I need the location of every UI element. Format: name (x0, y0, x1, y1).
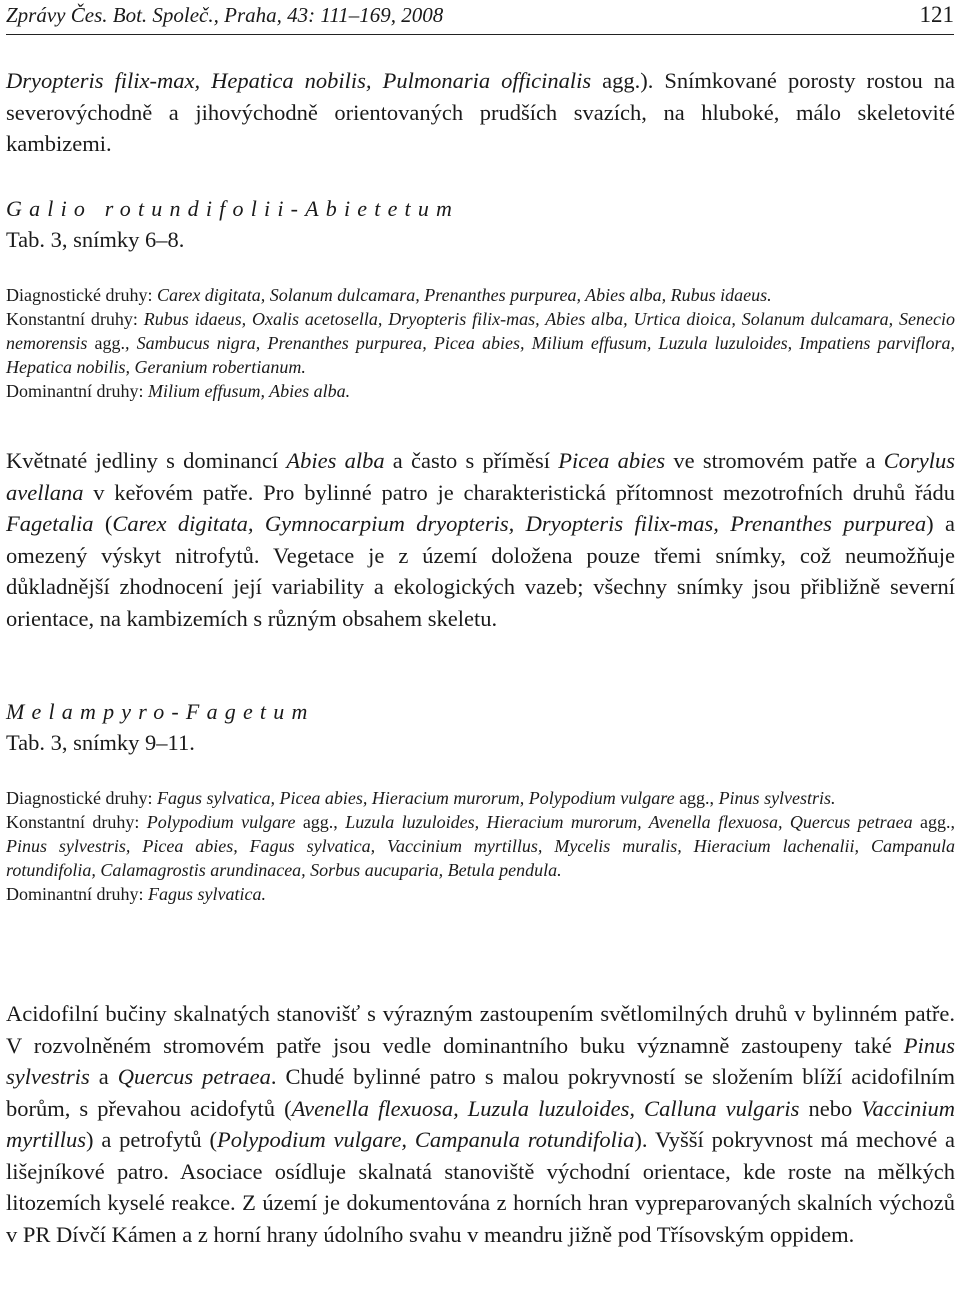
desc-text: ) a petrofytů ( (86, 1127, 217, 1152)
desc-species: Pinus sylvestris (6, 1032, 955, 1089)
desc-text: ( (93, 511, 113, 536)
species-lists-melampyro (6, 786, 955, 906)
desc-text: v keřovém patře. Pro bylinné patro je charakteristická přítomnost mezotrofních druhů řádu (83, 479, 955, 505)
species-lists-galio (6, 283, 955, 403)
constant-label: Konstantní druhy: (6, 812, 147, 832)
diagnostic-label: Diagnostické druhy: (6, 285, 157, 305)
desc-species: Polypodium vulgare, Campanula rotundifolia (216, 1127, 635, 1152)
desc-species: Picea abies (558, 448, 666, 473)
desc-species: Avenella flexuosa, Luzula luzuloides, Calluna vulgaris (291, 1095, 800, 1121)
constant-species-a: Rubus idaeus, Oxalis acetosella, Dryopteris filix-mas, Abies alba, Urtica dioica, Solanum dulcamara, Senecio nemorensis (6, 309, 955, 353)
desc-text: Acidofilní bučiny skalnatých stanovišť s výrazným zastoupením světlomilných druhů v bylinném patře. V rozvolněném stromovém patře jsou vedle dominantního buku významně zastoupeny také (6, 1001, 955, 1058)
constant-species-c: Pinus sylvestris, Picea abies, Fagus sylvatica, Vaccinium myrtillus, Mycelis muralis, Hieracium lachenalii, Campanula rotundifolia, Calamagrostis arundinacea, Sorbus aucuparia, Betula pendula. (6, 836, 955, 880)
desc-text: nebo (799, 1095, 862, 1121)
dominant-species: Fagus sylvatica. (148, 884, 266, 904)
constant-agg: agg. (87, 333, 125, 353)
desc-text: ve stromovém patře a (665, 448, 884, 473)
journal-citation: Zprávy Čes. Bot. Společ., Praha, 43: 111–169, 2008 (6, 3, 444, 27)
description-melampyro (6, 998, 955, 1250)
diagnostic-species-b: Pinus sylvestris. (718, 788, 836, 808)
constant-species-b: , Sambucus nigra, Prenanthes purpurea, Picea abies, Milium effusum, Luzula luzuloides, Impatiens parviflora, Hepatica nobilis, Geranium robertianum. (6, 333, 955, 377)
page-number: 121 (919, 2, 954, 27)
desc-text: . Chudé bylinné patro s malou pokryvností se složením blíží acidofilním borům, s převahou acidofytů ( (6, 1064, 955, 1121)
intro-text: agg.). Snímkované porosty rostou na severovýchodně a jihovýchodně orientovaných prudších svazích, na hluboké, málo skeletovité kambizemi. (6, 68, 955, 156)
desc-text: Květnaté jedliny s dominancí (6, 448, 287, 473)
desc-species: Vaccinium myrtillus (6, 1095, 955, 1152)
description-galio (6, 445, 955, 634)
intro-paragraph (6, 65, 955, 160)
desc-species: Abies alba (286, 448, 385, 473)
desc-text: a často s příměsí (384, 448, 559, 473)
dominant-label: Dominantní druhy: (6, 381, 148, 401)
diagnostic-agg: agg., (674, 788, 719, 808)
association-title-melampyro: Melampyro-Fagetum (6, 699, 315, 724)
desc-species: Corylus avellana (6, 448, 955, 505)
constant-agg: agg., (295, 812, 346, 832)
desc-text: ) a omezený výskyt nitrofytů. Vegetace je z území doložena pouze třemi snímky, což neumožňuje důkladnější zhodnocení její variability a ekologických vazeb; všechny snímky jsou přibližně severní orientace, na kambizemích s různým obsahem skeletu. (6, 511, 955, 631)
dominant-label: Dominantní druhy: (6, 884, 148, 904)
constant-label: Konstantní druhy: (6, 309, 144, 329)
intro-species: Dryopteris filix-max, Hepatica nobilis, Pulmonaria officinalis (6, 68, 592, 93)
dominant-species: Milium effusum, Abies alba. (148, 381, 351, 401)
constant-agg: agg., (912, 812, 955, 832)
table-reference-galio: Tab. 3, snímky 6–8. (6, 227, 185, 252)
constant-species-b: Luzula luzuloides, Hieracium murorum, Avenella flexuosa, Quercus petraea (345, 812, 913, 832)
diagnostic-species: Carex digitata, Solanum dulcamara, Prenanthes purpurea, Abies alba, Rubus idaeus. (156, 285, 772, 305)
desc-species: Quercus petraea (117, 1064, 271, 1089)
desc-text: ). Vyšší pokryvnost má mechové a lišejníkové patro. Asociace osídluje skalnatá stanoviště východní orientace, kde roste na mělkých litozemích kyselé reakce. Z území je dokumentována z horních hran vypreparovaných skalních výchozů v PR Dívčí Kámen a z horní hrany údolního svahu v meandru jižně pod Třísovským oppidem. (6, 1127, 956, 1247)
running-header (6, 0, 954, 35)
constant-species-a: Polypodium vulgare (146, 812, 296, 832)
table-reference-melampyro: Tab. 3, snímky 9–11. (6, 730, 195, 755)
diagnostic-label: Diagnostické druhy: (6, 788, 157, 808)
diagnostic-species-a: Fagus sylvatica, Picea abies, Hieracium murorum, Polypodium vulgare (156, 788, 675, 808)
desc-text: a (89, 1064, 118, 1089)
desc-order: Fagetalia (6, 511, 94, 536)
association-title-galio: Galio rotundifolii-Abietetum (6, 196, 460, 221)
desc-species: Carex digitata, Gymnocarpium dryopteris, Dryopteris filix-mas, Prenanthes purpurea (112, 511, 927, 536)
